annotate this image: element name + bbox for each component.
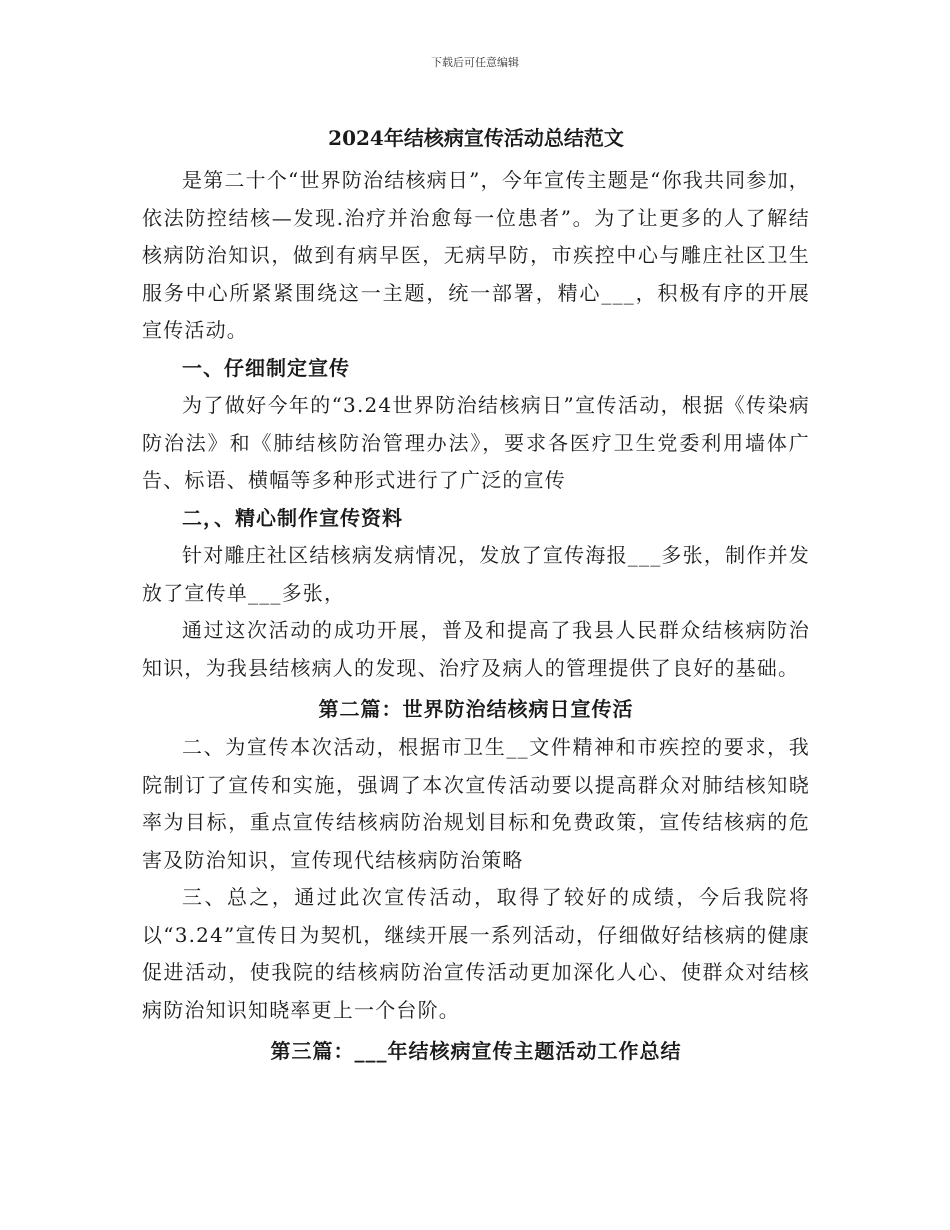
intro-paragraph: 是第二十个“世界防治结核病日”，今年宣传主题是“你我共同参加，依法防控结核—发现.治疗并治愈每一位患者”。为了让更多的人了解结核病防治知识，做到有病早医，无病早防，市疾控中心与雕庄社区卫生服务中心所紧紧围绕这一主题，统一部署，精心___，积极有序的开展宣传活动。	[142, 168, 810, 342]
header-note: 下载后可任意编辑	[431, 56, 519, 69]
document-title: 2024年结核病宣传活动总结范文	[328, 126, 624, 150]
part-two-heading: 第二篇：世界防治结核病日宣传活	[318, 697, 634, 721]
section-heading-1: 一、仔细制定宣传	[182, 355, 350, 380]
paragraph-3: 针对雕庄社区结核病发病情况，发放了宣传海报___多张，制作并发放了宣传单___多张，	[142, 543, 810, 605]
document-body	[142, 118, 810, 1071]
paragraph-6: 三、总之，通过此次宣传活动，取得了较好的成绩，今后我院将以“3.24”宣传日为契机，继续开展一系列活动，仔细做好结核病的健康促进活动，使我院的结核病防治宣传活动更加深化人心、使群众对结核病防治知识知晓率更上一个台阶。	[142, 885, 810, 1022]
paragraph-5: 二、为宣传本次活动，根据市卫生__文件精神和市疾控的要求，我院制订了宣传和实施，强调了本次宣传活动要以提高群众对肺结核知晓率为目标，重点宣传结核病防治规划目标和免费政策，宣传结核病的危害及防治知识，宣传现代结核病防治策略	[142, 735, 810, 872]
part-three-heading: 第三篇：___年结核病宣传主题活动工作总结	[270, 1039, 682, 1063]
paragraph-4: 通过这次活动的成功开展，普及和提高了我县人民群众结核病防治知识，为我县结核病人的发现、治疗及病人的管理提供了良好的基础。	[142, 618, 810, 680]
section-heading-2: 二，、精心制作宣传资料	[182, 505, 403, 530]
paragraph-2: 为了做好今年的“3.24世界防治结核病日”宣传活动，根据《传染病防治法》和《肺结核防治管理办法》，要求各医疗卫生党委利用墙体广告、标语、横幅等多种形式进行了广泛的宣传	[142, 393, 810, 492]
